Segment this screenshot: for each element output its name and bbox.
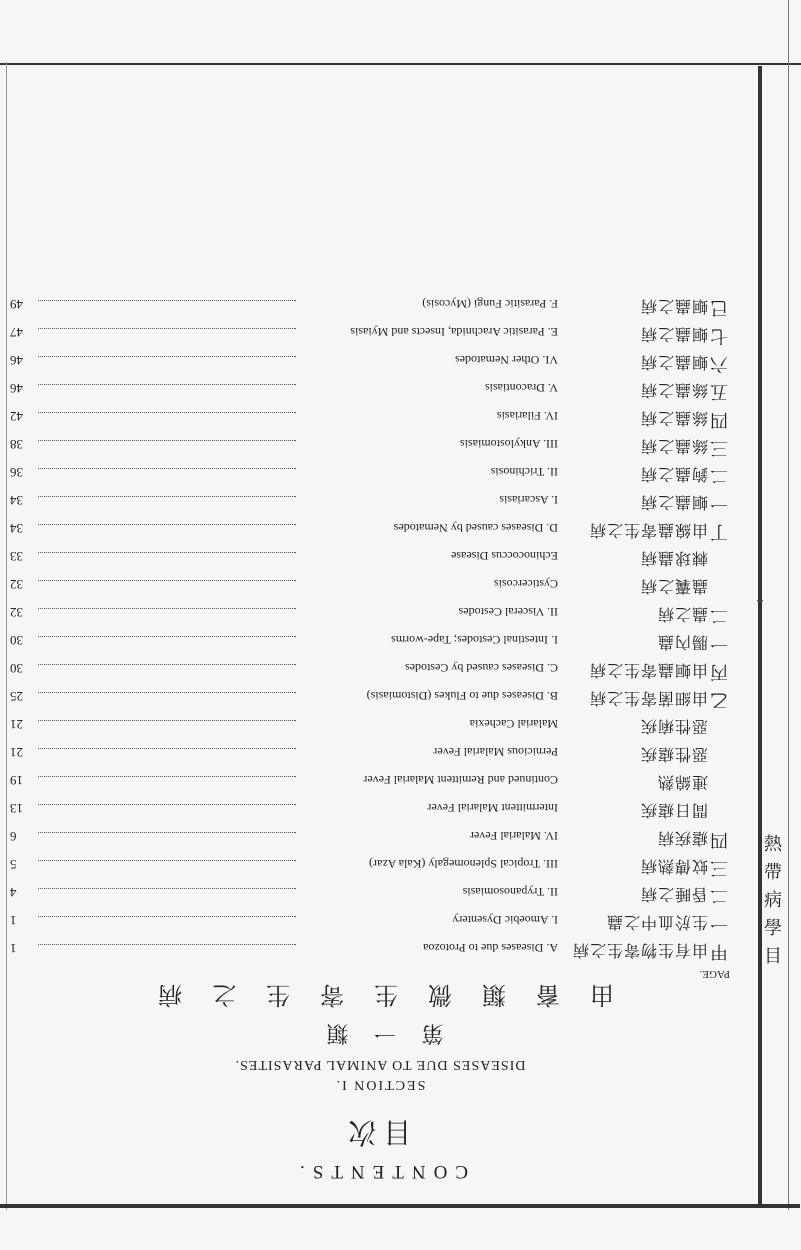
toc-chinese-title: 蛔蟲之病 bbox=[639, 493, 708, 510]
toc-chinese-title: 連綿熱 bbox=[656, 773, 708, 790]
toc-english-title: Continued and Remittent Malarial Fever bbox=[363, 773, 558, 787]
toc-page-number: 1 bbox=[10, 941, 17, 956]
toc-row bbox=[10, 660, 730, 688]
toc-row bbox=[10, 688, 730, 716]
toc-row bbox=[10, 856, 730, 884]
toc-english-title: II. Visceral Cestodes bbox=[458, 605, 558, 619]
toc-page-number: 32 bbox=[10, 577, 23, 592]
toc-english-title: F. Parasitic Fungi (Mycosis) bbox=[422, 297, 558, 311]
toc-leader-dots bbox=[38, 552, 296, 553]
toc-number: 乙 bbox=[710, 690, 728, 710]
toc-row bbox=[10, 296, 730, 324]
toc-chinese-title: 絲蟲之病 bbox=[639, 437, 708, 454]
toc-row bbox=[10, 800, 730, 828]
toc-number: 三 bbox=[710, 438, 728, 458]
toc-leader-dots bbox=[38, 804, 296, 805]
toc-leader-dots bbox=[38, 580, 296, 581]
toc-english-title: Cysticercosis bbox=[494, 577, 558, 591]
toc-chinese-title: 蟲之病 bbox=[656, 605, 708, 622]
toc-chinese-title: 惡性瘧疾 bbox=[639, 745, 708, 762]
toc-english-title: III. Tropical Splenomegaly (Kala Azar) bbox=[369, 857, 558, 871]
toc-page-number: 21 bbox=[10, 745, 23, 760]
toc-leader-dots bbox=[38, 664, 296, 665]
toc-chinese-title: 蛔蟲之病 bbox=[639, 325, 708, 342]
section-heading: SECTION I. bbox=[334, 1077, 426, 1092]
toc-number: 六 bbox=[710, 354, 728, 374]
toc-row bbox=[10, 352, 730, 380]
toc-leader-dots bbox=[38, 384, 296, 385]
toc-english-title: Pernicious Malarial Fever bbox=[433, 745, 558, 759]
toc-number: 四 bbox=[710, 410, 728, 430]
toc-leader-dots bbox=[38, 608, 296, 609]
toc-chinese-title: 由細菌寄生之病 bbox=[588, 689, 708, 706]
toc-chinese-title: 絲蟲之病 bbox=[639, 381, 708, 398]
side-title-char: 病 bbox=[764, 890, 782, 910]
toc-number: 已 bbox=[710, 298, 728, 318]
contents-heading-cn: 目 次 bbox=[348, 1116, 412, 1147]
toc-chinese-title: 蛔蟲之病 bbox=[639, 297, 708, 314]
toc-page-number: 13 bbox=[10, 801, 23, 816]
toc-chinese-title: 惡性痢疾 bbox=[639, 717, 708, 734]
toc-row bbox=[10, 576, 730, 604]
toc-chinese-title: 絲蟲之病 bbox=[639, 409, 708, 426]
toc-page-number: 33 bbox=[10, 549, 23, 564]
side-title bbox=[762, 830, 784, 970]
side-title-char: 學 bbox=[764, 918, 782, 938]
toc-english-title: I. Intestinal Cestodes; Tape-worms bbox=[391, 633, 558, 647]
toc-chinese-title: 蟲囊之病 bbox=[639, 577, 708, 594]
toc-english-title: I. Amoebic Dysentery bbox=[452, 913, 558, 927]
toc-row bbox=[10, 744, 730, 772]
toc-leader-dots bbox=[38, 328, 296, 329]
toc-page-number: 34 bbox=[10, 493, 23, 508]
section-heading-cn: 第 一 類 bbox=[316, 1021, 444, 1046]
contents-block bbox=[10, 66, 750, 1200]
toc-page-number: 30 bbox=[10, 661, 23, 676]
toc-leader-dots bbox=[38, 524, 296, 525]
toc-leader-dots bbox=[38, 944, 296, 945]
section-subheading: DISEASES DUE TO ANIMAL PARASITES. bbox=[234, 1057, 526, 1072]
toc-english-title: E. Parasitic Arachnida, Insects and Myiasis bbox=[350, 325, 558, 339]
section-subheading-cn: 由 畜 類 微 生 寄 生 之 病 bbox=[146, 981, 614, 1007]
toc-row bbox=[10, 912, 730, 940]
toc-chinese-title: 昏睡之病 bbox=[639, 885, 708, 902]
toc-english-title: VI. Other Nematodes bbox=[455, 353, 558, 367]
toc-leader-dots bbox=[38, 496, 296, 497]
toc-leader-dots bbox=[38, 860, 296, 861]
toc-row bbox=[10, 464, 730, 492]
toc-chinese-title: 蛔蟲之病 bbox=[639, 353, 708, 370]
toc-number: 五 bbox=[710, 382, 728, 402]
toc-chinese-title: 生於血中之蟲 bbox=[605, 913, 708, 930]
toc-english-title: Intermittent Malarial Fever bbox=[427, 801, 558, 815]
side-title-char: 目 bbox=[764, 946, 782, 966]
toc-page-number: 38 bbox=[10, 437, 23, 452]
toc-page-number: 1 bbox=[10, 913, 17, 928]
toc-row bbox=[10, 408, 730, 436]
toc-chinese-title: 瘧疾病 bbox=[656, 829, 708, 846]
toc-page-number: 5 bbox=[10, 857, 17, 872]
toc-leader-dots bbox=[38, 440, 296, 441]
toc-row bbox=[10, 604, 730, 632]
page-column-label: PAGE. bbox=[699, 968, 730, 980]
toc-page-number: 49 bbox=[10, 297, 23, 312]
toc-row bbox=[10, 884, 730, 912]
toc-row bbox=[10, 772, 730, 800]
toc-english-title: II. Trichinosis bbox=[490, 465, 558, 479]
toc-page-number: 19 bbox=[10, 773, 23, 788]
toc-english-title: V. Dracontiasis bbox=[484, 381, 558, 395]
toc-page-number: 36 bbox=[10, 465, 23, 480]
toc-row bbox=[10, 436, 730, 464]
toc-chinese-title: 鉤蟲之病 bbox=[639, 465, 708, 482]
toc-english-title: I. Ascariasis bbox=[499, 493, 558, 507]
toc-chinese-title: 間日瘧疾 bbox=[639, 801, 708, 818]
toc-page-number: 32 bbox=[10, 605, 23, 620]
toc-english-title: II. Trypanosomiasis bbox=[462, 885, 558, 899]
toc-page-number: 34 bbox=[10, 521, 23, 536]
toc-page-number: 46 bbox=[10, 353, 23, 368]
toc-english-title: B. Diseases due to Flukes (Distomiasis) bbox=[366, 689, 558, 703]
toc-english-title: IV. Malarial Fever bbox=[469, 829, 558, 843]
toc-leader-dots bbox=[38, 720, 296, 721]
table-of-contents bbox=[10, 296, 730, 968]
toc-row bbox=[10, 940, 730, 968]
toc-leader-dots bbox=[38, 300, 296, 301]
toc-number: 四 bbox=[710, 830, 728, 850]
toc-number: 丙 bbox=[710, 662, 728, 682]
side-title-char: 帶 bbox=[764, 862, 782, 882]
toc-row bbox=[10, 548, 730, 576]
toc-number: 一 bbox=[710, 634, 728, 654]
toc-number: 甲 bbox=[710, 942, 728, 962]
toc-leader-dots bbox=[38, 636, 296, 637]
toc-chinese-title: 由線蟲寄生之病 bbox=[588, 521, 708, 538]
toc-page-number: 30 bbox=[10, 633, 23, 648]
toc-page-number: 47 bbox=[10, 325, 23, 340]
toc-chinese-title: 棘球蟲病 bbox=[639, 549, 708, 566]
toc-page-number: 6 bbox=[10, 829, 17, 844]
toc-number: 三 bbox=[710, 858, 728, 878]
toc-english-title: IV. Filariasis bbox=[496, 409, 558, 423]
frame-bottom-rule bbox=[0, 1204, 800, 1208]
toc-english-title: D. Diseases caused by Nematodes bbox=[393, 521, 558, 535]
top-rule bbox=[0, 63, 801, 65]
side-tick bbox=[757, 600, 763, 601]
toc-number: 二 bbox=[710, 466, 728, 486]
toc-row bbox=[10, 632, 730, 660]
toc-row bbox=[10, 492, 730, 520]
toc-english-title: A. Diseases due to Protozoa bbox=[423, 941, 558, 955]
toc-leader-dots bbox=[38, 832, 296, 833]
toc-english-title: Echinococcus Disease bbox=[451, 549, 558, 563]
toc-row bbox=[10, 520, 730, 548]
toc-leader-dots bbox=[38, 468, 296, 469]
toc-number: 一 bbox=[710, 914, 728, 934]
toc-page-number: 21 bbox=[10, 717, 23, 732]
toc-row bbox=[10, 380, 730, 408]
toc-row bbox=[10, 828, 730, 856]
toc-leader-dots bbox=[38, 888, 296, 889]
toc-page-number: 42 bbox=[10, 409, 23, 424]
toc-english-title: C. Diseases caused by Cestodes bbox=[405, 661, 558, 675]
toc-number: 一 bbox=[710, 494, 728, 514]
toc-row bbox=[10, 324, 730, 352]
toc-page-number: 25 bbox=[10, 689, 23, 704]
side-title-char: 熱 bbox=[764, 834, 782, 854]
toc-number: 丁 bbox=[710, 522, 728, 542]
toc-chinese-title: 腸內蟲 bbox=[656, 633, 708, 650]
toc-leader-dots bbox=[38, 748, 296, 749]
toc-leader-dots bbox=[38, 356, 296, 357]
toc-english-title: Malarial Cachexia bbox=[469, 717, 558, 731]
toc-chinese-title: 由蛔蟲寄生之病 bbox=[588, 661, 708, 678]
toc-page-number: 4 bbox=[10, 885, 17, 900]
toc-number: 二 bbox=[710, 886, 728, 906]
toc-leader-dots bbox=[38, 916, 296, 917]
toc-row bbox=[10, 716, 730, 744]
contents-heading: CONTENTS. bbox=[292, 1161, 468, 1182]
toc-page-number: 46 bbox=[10, 381, 23, 396]
toc-leader-dots bbox=[38, 412, 296, 413]
toc-leader-dots bbox=[38, 692, 296, 693]
right-margin-line bbox=[788, 0, 789, 1210]
toc-number: 七 bbox=[710, 326, 728, 346]
toc-english-title: III. Ankylostomiasis bbox=[460, 437, 558, 451]
toc-chinese-title: 蚊傳熱病 bbox=[639, 857, 708, 874]
toc-number: 二 bbox=[710, 606, 728, 626]
toc-chinese-title: 由有生物寄生之病 bbox=[571, 941, 708, 958]
toc-leader-dots bbox=[38, 776, 296, 777]
